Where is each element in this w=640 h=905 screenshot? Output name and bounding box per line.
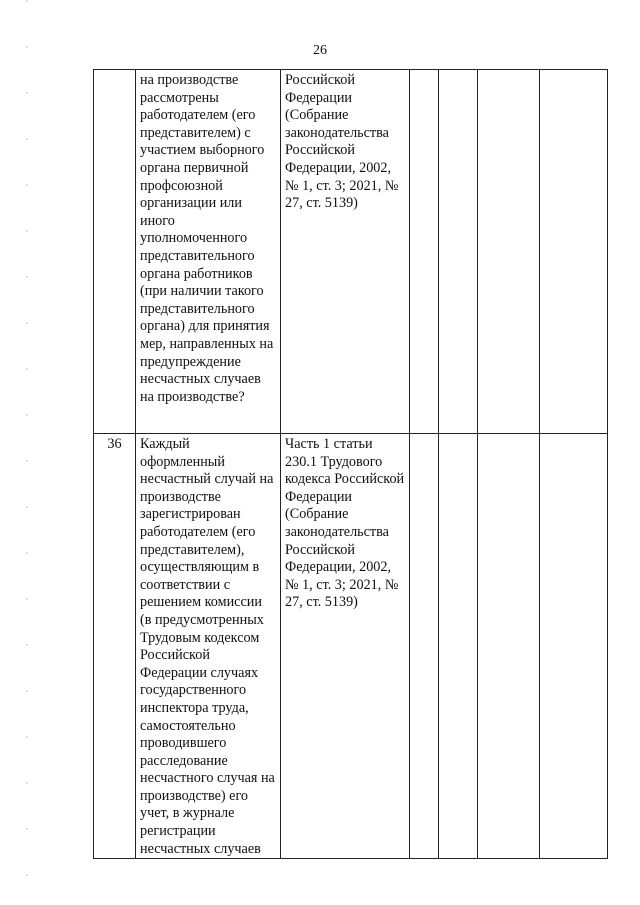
answer-yes-cell — [410, 70, 439, 434]
answer-yes-cell — [410, 434, 439, 859]
page-number: 26 — [313, 43, 327, 58]
row-number-cell: 36 — [94, 434, 136, 859]
table-row — [94, 434, 608, 859]
table-row — [94, 70, 608, 434]
answer-no-cell — [439, 434, 478, 859]
legal-reference-cell: Российской Федерации (Собрание законодательства Российской Федерации, 2002, № 1, ст. 3; 2021, № 27, ст. 5139) — [281, 70, 410, 434]
row-number-cell — [94, 70, 136, 434]
legal-reference-cell: Часть 1 статьи 230.1 Трудового кодекса Российской Федерации (Собрание законодательства Российской Федерации, 2002, № 1, ст. 3; 2021, № 27, ст. 5139) — [281, 434, 410, 859]
note-cell — [540, 70, 608, 434]
answer-na-cell — [478, 70, 540, 434]
note-cell — [540, 434, 608, 859]
checklist-table — [93, 69, 608, 859]
question-cell: Каждый оформленный несчастный случай на производстве зарегистрирован работодателем (его представителем), осуществляющим в соответствии с решением комиссии (в предусмотренных Трудовым кодексом Российской Федерации случаях государственного инспектора труда, самостоятельно проводившего расследование несчастного случая на производстве) его учет, в журнале регистрации несчастных случаев — [136, 434, 281, 859]
question-cell: на производстве рассмотрены работодателем (его представителем) с участием выборного органа первичной профсоюзной организации или иного уполномоченного представительного органа работников (при наличии такого представительного органа) для принятия мер, направленных на предупреждение несчастных случаев на производстве? — [136, 70, 281, 434]
answer-na-cell — [478, 434, 540, 859]
scan-margin-marks — [26, 0, 28, 905]
answer-no-cell — [439, 70, 478, 434]
